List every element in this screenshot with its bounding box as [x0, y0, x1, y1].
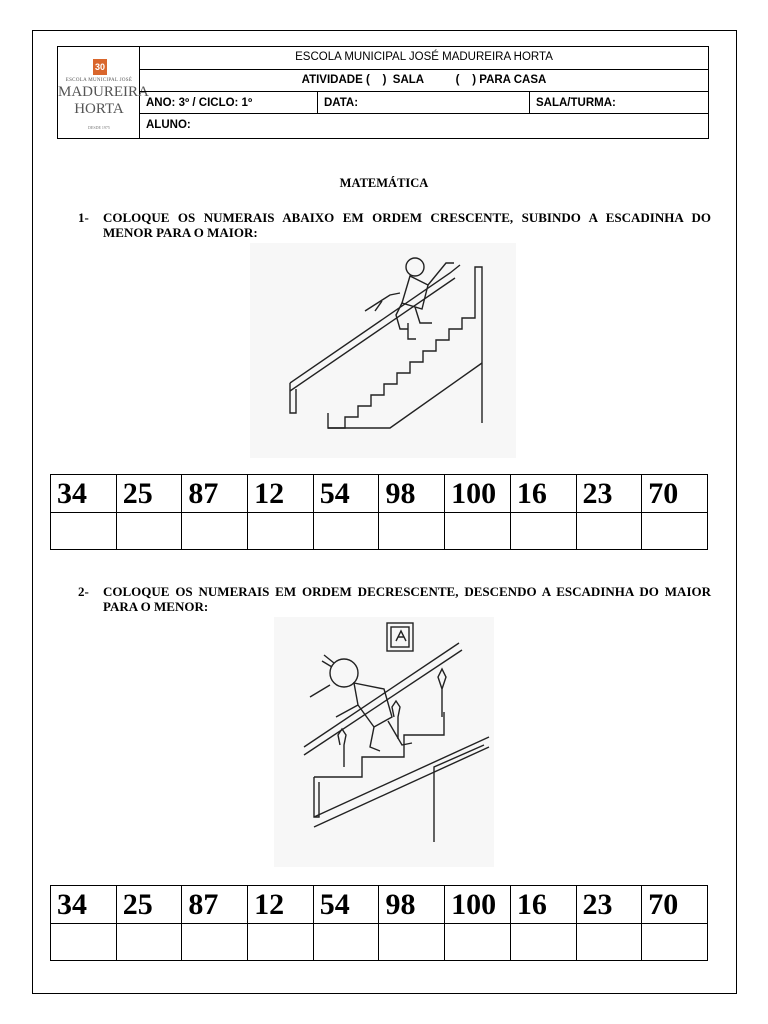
- answer-cell[interactable]: [313, 924, 379, 961]
- class-field[interactable]: SALA/TURMA:: [536, 97, 616, 109]
- answer-cell[interactable]: [445, 924, 511, 961]
- boy-climbing-stairs-illustration: [250, 243, 516, 458]
- activity-line: ATIVIDADE ( ) SALA ( ) PARA CASA: [301, 74, 547, 86]
- question-1: [78, 210, 711, 240]
- number-cell: 100: [445, 886, 511, 924]
- date-field[interactable]: DATA:: [318, 92, 530, 113]
- school-logo: [58, 47, 149, 138]
- number-cell: 54: [313, 475, 379, 513]
- answer-cell[interactable]: [642, 924, 708, 961]
- logo-name-line1: MADUREIRA: [58, 84, 149, 100]
- numbers-row: [51, 475, 708, 513]
- answer-cell[interactable]: [51, 513, 117, 550]
- numbers-table-1: [50, 474, 708, 550]
- answer-cell[interactable]: [379, 924, 445, 961]
- answer-cell[interactable]: [116, 513, 182, 550]
- answer-cell[interactable]: [510, 513, 576, 550]
- answer-cell[interactable]: [248, 924, 314, 961]
- number-cell: 25: [116, 475, 182, 513]
- answer-cell[interactable]: [182, 513, 248, 550]
- school-header: [57, 46, 709, 139]
- number-cell: 98: [379, 886, 445, 924]
- answer-cell[interactable]: [51, 924, 117, 961]
- number-cell: 70: [642, 475, 708, 513]
- answer-cell[interactable]: [576, 924, 642, 961]
- number-cell: 70: [642, 886, 708, 924]
- number-cell: 87: [182, 475, 248, 513]
- header-row-activity: [140, 70, 708, 92]
- number-cell: 98: [379, 475, 445, 513]
- header-row-student: [140, 114, 708, 138]
- boy-descending-stairs-illustration: [274, 617, 494, 867]
- answer-cell[interactable]: [248, 513, 314, 550]
- school-name: ESCOLA MUNICIPAL JOSÉ MADUREIRA HORTA: [295, 51, 553, 63]
- numbers-table-2: [50, 885, 708, 961]
- question-2-number: 2-: [78, 584, 89, 599]
- number-cell: 16: [510, 475, 576, 513]
- answer-row: [51, 513, 708, 550]
- header-row-school: [140, 47, 708, 70]
- year-cycle-field[interactable]: ANO: 3º / CICLO: 1º: [140, 92, 318, 113]
- number-cell: 12: [248, 886, 314, 924]
- header-row-info: [140, 92, 708, 114]
- student-field[interactable]: ALUNO:: [146, 119, 191, 131]
- number-cell: 12: [248, 475, 314, 513]
- number-cell: 100: [445, 475, 511, 513]
- number-cell: 34: [51, 475, 117, 513]
- number-cell: 25: [116, 886, 182, 924]
- question-2-text: COLOQUE OS NUMERAIS EM ORDEM DECRESCENTE, DESCENDO A ESCADINHA DO MAIOR PARA O MENOR:: [103, 584, 711, 614]
- number-cell: 23: [576, 886, 642, 924]
- question-1-number: 1-: [78, 210, 89, 225]
- answer-cell[interactable]: [445, 513, 511, 550]
- answer-cell[interactable]: [379, 513, 445, 550]
- subject-title: MATEMÁTICA: [339, 176, 429, 190]
- answer-cell[interactable]: [116, 924, 182, 961]
- numbers-row: [51, 886, 708, 924]
- answer-cell[interactable]: [182, 924, 248, 961]
- answer-cell[interactable]: [576, 513, 642, 550]
- number-cell: 87: [182, 886, 248, 924]
- question-1-text: COLOQUE OS NUMERAIS ABAIXO EM ORDEM CRESCENTE, SUBINDO A ESCADINHA DO MENOR PARA O MAIOR:: [103, 210, 711, 240]
- answer-cell[interactable]: [510, 924, 576, 961]
- number-cell: 23: [576, 475, 642, 513]
- question-2: [78, 584, 711, 614]
- logo-badge: 30: [93, 59, 107, 75]
- logo-name-line2: HORTA: [74, 101, 124, 117]
- number-cell: 34: [51, 886, 117, 924]
- answer-cell[interactable]: [313, 513, 379, 550]
- logo-small-text: ESCOLA MUNICIPAL JOSÉ: [65, 78, 133, 83]
- answer-row: [51, 924, 708, 961]
- answer-cell[interactable]: [642, 513, 708, 550]
- number-cell: 16: [510, 886, 576, 924]
- number-cell: 54: [313, 886, 379, 924]
- logo-since: DESDE 1975: [88, 125, 110, 130]
